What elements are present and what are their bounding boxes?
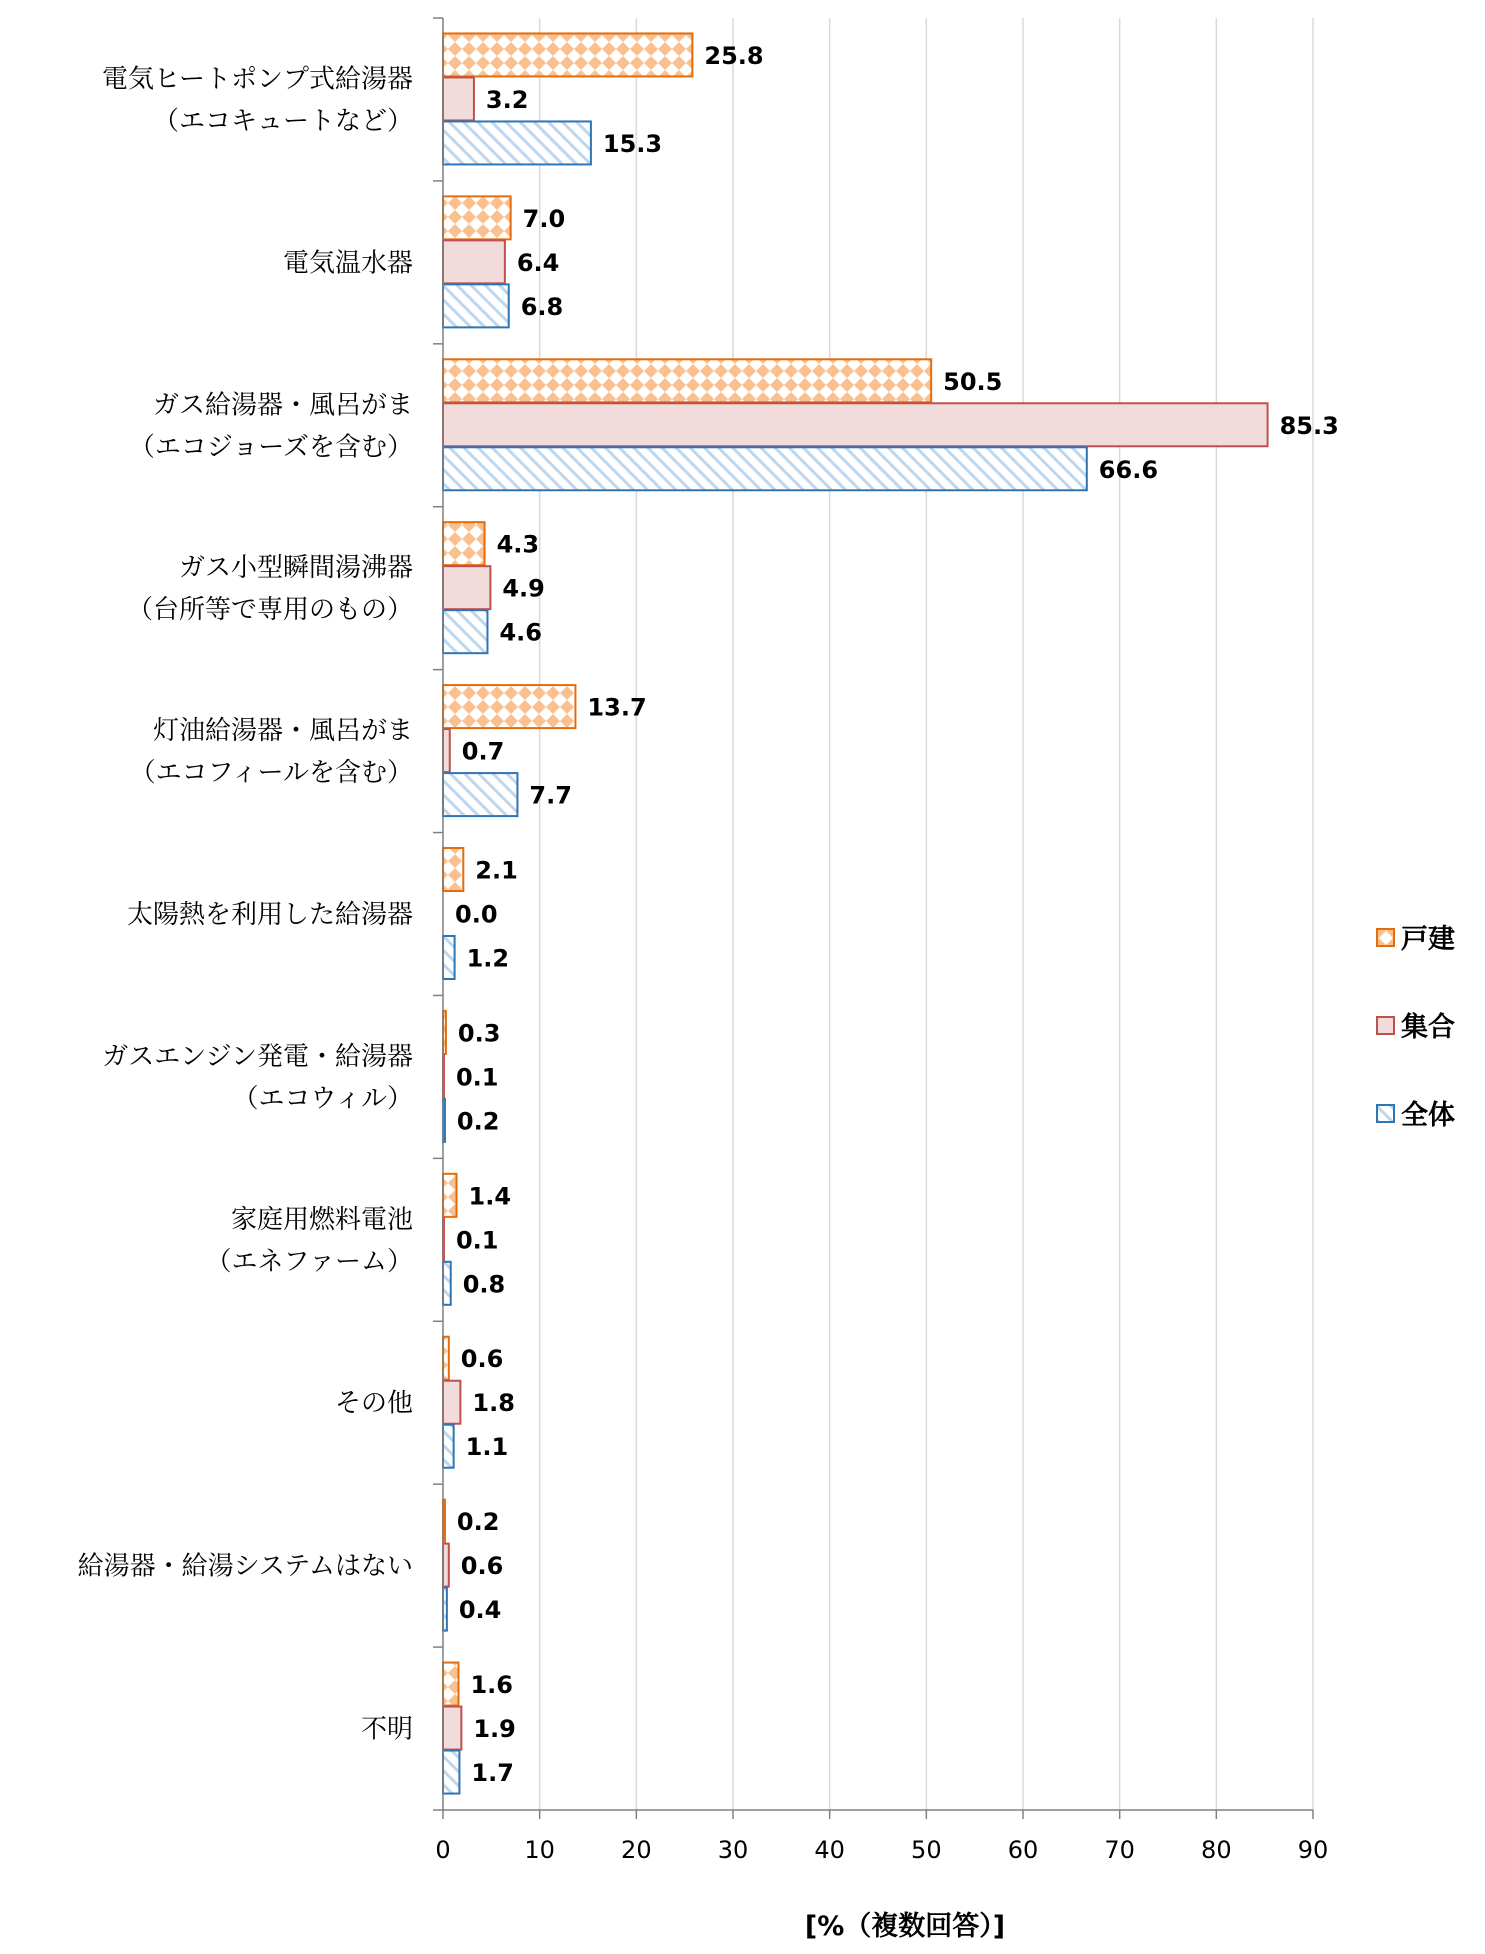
value-label: 0.2 [456,1508,500,1537]
bar [443,1544,449,1587]
category-label: 電気ヒートポンプ式給湯器 [102,64,413,95]
value-label: 0.3 [457,1019,501,1048]
bar [443,848,463,891]
value-label: 4.3 [496,530,540,559]
legend-swatch [1377,1017,1394,1034]
bar [443,936,455,979]
value-label: 6.4 [516,248,560,277]
category-label: （エコフィールを含む） [129,758,413,789]
category-label: （エコウィル） [232,1083,413,1114]
legend-swatch [1377,1105,1394,1122]
bar [443,1381,460,1424]
category-label: （エネファーム） [205,1246,413,1277]
category-label: 給湯器・給湯システムはない [77,1551,413,1582]
x-tick-label: 60 [1007,1836,1039,1864]
value-label: 1.7 [471,1759,514,1788]
bar [443,1425,454,1468]
x-axis-title: [%（複数回答）] [804,1911,1006,1942]
category-label: （エコジョーズを含む） [128,432,413,463]
value-label: 50.5 [943,367,1003,396]
value-label: 25.8 [704,41,764,70]
value-label: 4.6 [499,618,542,647]
value-label: 0.6 [460,1552,504,1581]
value-label: 3.2 [485,85,529,114]
value-label: 0.0 [455,900,498,929]
legend-label: 戸建 [1401,924,1455,955]
category-label: （台所等で専用のもの） [126,595,413,626]
value-label: 2.1 [475,856,518,885]
bar [443,1751,459,1794]
bar [443,773,517,816]
bar [443,196,511,239]
value-label: 6.8 [520,292,564,321]
value-label: 0.6 [460,1345,504,1374]
bar [443,522,485,565]
value-label: 4.9 [502,574,545,603]
category-label: 家庭用燃料電池 [230,1204,413,1235]
value-label: 1.1 [465,1433,509,1462]
value-label: 7.0 [522,204,566,233]
category-label: その他 [334,1388,413,1419]
bar [443,240,505,283]
bar [443,566,490,609]
bar [443,685,575,728]
bar [443,359,931,402]
value-label: 0.1 [455,1226,499,1255]
bar [443,1663,458,1706]
category-label: 太陽熱を利用した給湯器 [126,900,413,930]
value-label: 7.7 [529,781,572,810]
bar [443,729,450,772]
x-tick-label: 50 [911,1836,942,1864]
bar [443,403,1268,446]
category-label: ガス給湯器・風呂がま [152,390,413,421]
bars [443,33,1268,1793]
value-label: 0.4 [458,1596,502,1625]
x-tick-label: 70 [1104,1836,1135,1864]
bar [443,121,591,164]
value-label: 1.9 [473,1715,516,1744]
bar [443,1707,461,1750]
legend-label: 全体 [1401,1100,1455,1131]
bar [443,284,509,327]
legend [1377,924,1455,1131]
category-label: ガスエンジン発電・給湯器 [102,1041,413,1072]
value-label: 15.3 [602,129,663,158]
value-label: 85.3 [1279,411,1339,440]
value-label: 13.7 [587,693,647,722]
category-label: 不明 [360,1714,413,1745]
bar [443,33,692,76]
value-label: 0.7 [461,737,505,766]
value-label: 0.2 [456,1107,500,1136]
bar [443,1262,451,1305]
axes [433,18,1313,1819]
grid-lines [540,18,1313,1810]
x-tick-label: 80 [1201,1836,1232,1864]
value-label: 1.2 [466,944,510,973]
category-label: ガス小型瞬間湯沸器 [178,553,413,584]
bar [443,77,474,120]
category-label: （エコキュートなど） [152,106,413,137]
bar [443,1337,449,1380]
legend-swatch [1377,929,1394,946]
value-label: 1.6 [470,1671,513,1700]
value-label: 0.8 [462,1270,506,1299]
category-label: 電気温水器 [282,248,413,279]
x-tick-label: 0 [435,1836,451,1864]
value-label: 66.6 [1098,455,1159,484]
x-tick-label: 30 [717,1836,749,1864]
bar [443,610,487,653]
bar [443,1174,457,1217]
legend-label: 集合 [1401,1012,1455,1043]
bar [443,447,1087,490]
value-label: 1.4 [468,1182,512,1211]
x-tick-label: 90 [1297,1836,1329,1864]
category-label: 灯油給湯器・風呂がま [152,716,413,747]
value-label: 0.1 [455,1063,499,1092]
x-tick-label: 40 [814,1836,845,1864]
x-tick-label: 10 [524,1836,555,1864]
value-label: 1.8 [472,1389,515,1418]
labels [78,42,1339,1942]
x-tick-label: 20 [621,1836,652,1864]
